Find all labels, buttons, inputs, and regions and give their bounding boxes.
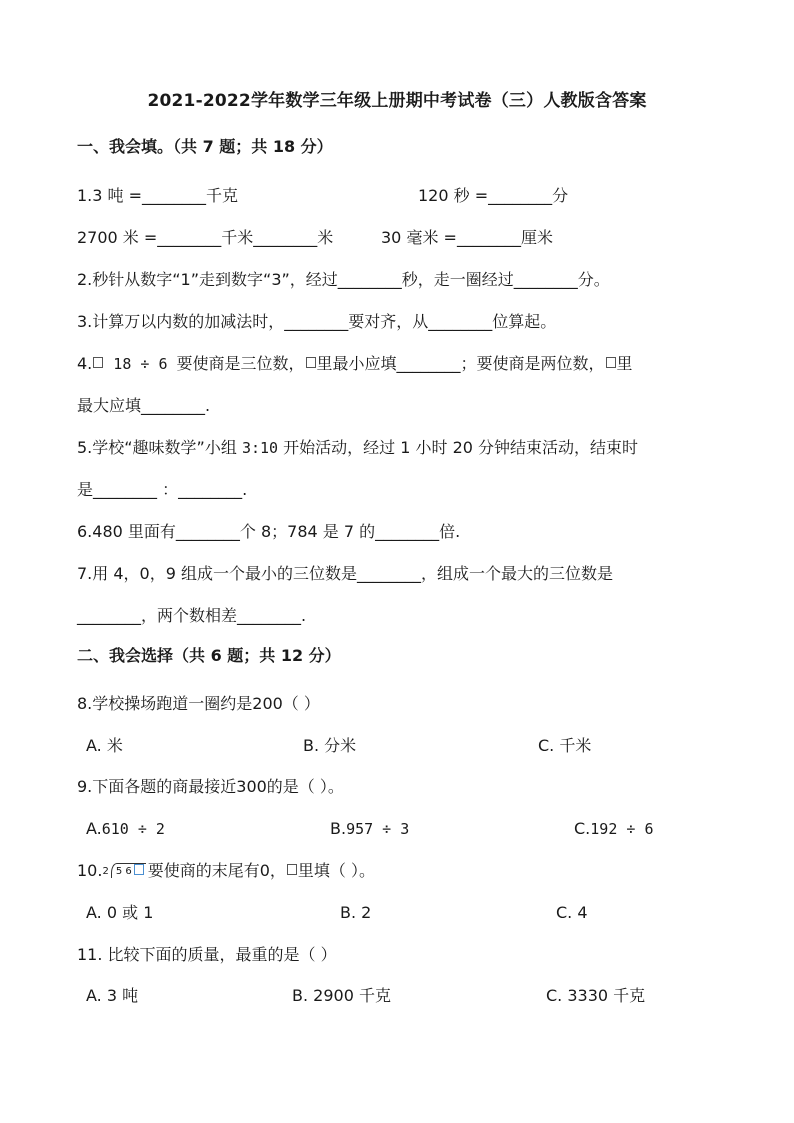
question-3: 3.计算万以内数的加减法时，________要对齐，从________位算起。 <box>77 312 557 331</box>
q1-part-d: 30 毫米 =________厘米 <box>381 228 553 247</box>
q5-time: 3:10 <box>241 439 279 457</box>
q10-option-c: C. 4 <box>556 903 588 922</box>
q11-option-b: B. 2900 千克 <box>292 986 391 1005</box>
question-4-line-2: 最大应填________. <box>77 396 211 415</box>
q4-expression: 18 ÷ 6 <box>104 355 177 373</box>
q9-option-c-label: C. <box>574 819 591 838</box>
q5-text-1: 5.学校“趣味数学”小组 <box>77 438 242 457</box>
blank-box-icon <box>287 864 297 875</box>
q10-divisor: 2 <box>102 866 109 877</box>
blank-box-icon <box>93 357 103 368</box>
q1-part-c: 2700 米 =________千米________米 <box>77 228 334 247</box>
q10-option-b: B. 2 <box>340 903 372 922</box>
question-9: 9.下面各题的商最接近300的是（ ）。 <box>77 777 344 796</box>
q9-option-a-label: A. <box>86 819 102 838</box>
q10-prefix: 10. <box>77 861 103 880</box>
question-11: 11. 比较下面的质量，最重的是（ ） <box>77 945 337 964</box>
q1-part-b: 120 秒 =________分 <box>418 186 569 205</box>
question-6: 6.480 里面有________个 8；784 是 7 的________倍. <box>77 522 461 541</box>
section-1-heading: 一、我会填。（共 7 题；共 18 分） <box>77 137 333 156</box>
q5-text-2: 开始活动，经过 1 小时 20 分钟结束活动，结束时 <box>278 438 639 457</box>
question-2: 2.秒针从数字“1”走到数字“3”，经过________秒，走一圈经过________分。 <box>77 270 610 289</box>
blank-box-icon <box>134 864 144 875</box>
division-bracket <box>111 863 146 878</box>
question-5-line-2: 是________ ：________. <box>77 480 248 499</box>
section-2-heading: 二、我会选择（共 6 题；共 12 分） <box>77 646 341 665</box>
q9-option-b-label: B. <box>330 819 347 838</box>
q8-option-c: C. 千米 <box>538 736 592 755</box>
q9-option-b <box>330 818 409 840</box>
q10-text-2: 里填（ ）。 <box>297 861 376 880</box>
q8-option-b: B. 分米 <box>303 736 357 755</box>
q9-option-a <box>86 818 165 840</box>
long-division-icon <box>102 861 145 883</box>
q1-part-a: 1.3 吨 =________千克 <box>77 186 239 205</box>
q9-option-b-expr: 957 ÷ 3 <box>346 820 410 838</box>
question-8: 8.学校操场跑道一圈约是200（ ） <box>77 694 320 713</box>
blank-box-icon <box>606 357 616 368</box>
question-10 <box>77 860 375 883</box>
q10-dividend: 5 6 <box>115 866 132 877</box>
q8-option-a: A. 米 <box>86 736 123 755</box>
q4-text-2: 里最小应填________；要使商是两位数， <box>316 354 605 373</box>
q4-prefix: 4. <box>77 354 93 373</box>
page-title: 2021-2022学年数学三年级上册期中考试卷（三）人教版含答案 <box>147 91 647 111</box>
q10-text: 要使商的末尾有0， <box>147 861 286 880</box>
q9-option-a-expr: 610 ÷ 2 <box>101 820 165 838</box>
q11-option-a: A. 3 吨 <box>86 986 139 1005</box>
question-7-line-2: ________，两个数相差________. <box>77 606 307 625</box>
q11-option-c: C. 3330 千克 <box>546 986 646 1005</box>
q4-text-3: 里 <box>616 354 633 373</box>
question-5-line-1 <box>77 437 638 459</box>
question-4-line-1 <box>77 353 633 375</box>
q9-option-c <box>574 818 653 840</box>
q9-option-c-expr: 192 ÷ 6 <box>590 820 654 838</box>
question-7-line-1: 7.用 4，0，9 组成一个最小的三位数是________，组成一个最大的三位数是 <box>77 564 613 583</box>
q10-option-a: A. 0 或 1 <box>86 903 154 922</box>
q4-text-1: 要使商是三位数， <box>176 354 305 373</box>
blank-box-icon <box>306 357 316 368</box>
